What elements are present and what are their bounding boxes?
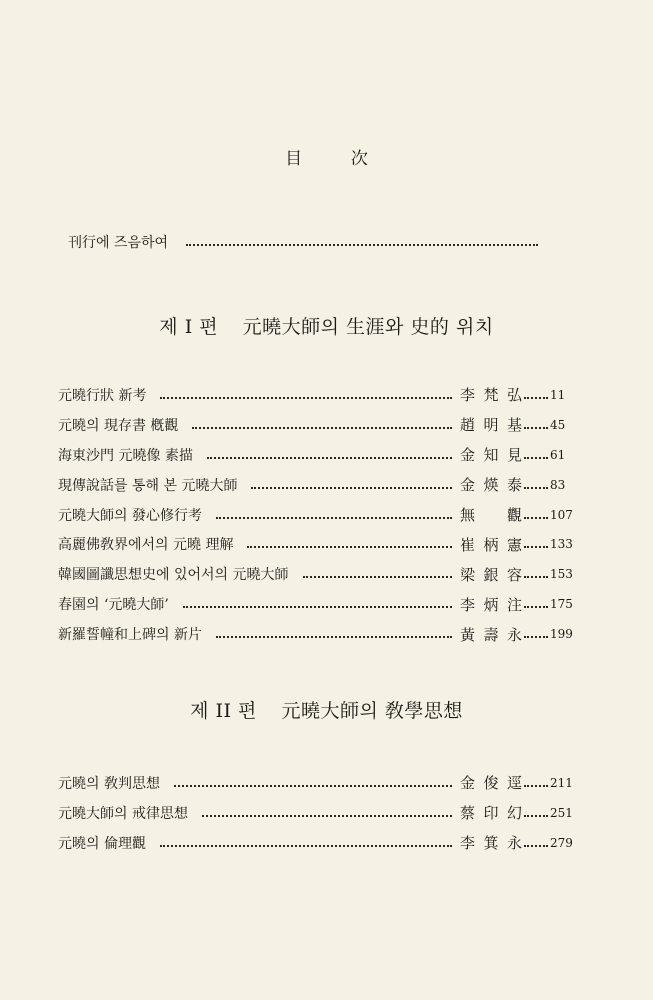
entry-title: 元曉行狀 新考: [58, 387, 147, 404]
dot-leader: [247, 546, 452, 548]
entry-page: 251: [550, 805, 573, 820]
entry-page: 11: [550, 387, 566, 402]
preface-entry[interactable]: [68, 230, 538, 254]
page-leader: [524, 606, 548, 608]
page-leader: [524, 517, 548, 519]
part-2-heading: [0, 696, 653, 723]
toc-entry[interactable]: [58, 470, 576, 500]
page-leader: [524, 815, 548, 817]
part-label: 제 I 편: [159, 316, 219, 338]
entry-title: 元曉의 敎判思想: [58, 775, 160, 792]
entry-title: 元曉大師의 發心修行考: [58, 507, 202, 524]
entry-page: 133: [550, 537, 573, 552]
entry-page: 83: [550, 477, 566, 492]
dot-leader: [160, 397, 452, 399]
page-leader: [524, 576, 548, 578]
dot-leader: [192, 427, 452, 429]
entry-title: 元曉의 倫理觀: [58, 835, 146, 852]
toc-entry[interactable]: [58, 529, 576, 559]
part-2-entries: [58, 768, 576, 858]
page-leader: [524, 546, 548, 548]
entry-page: 175: [550, 597, 573, 612]
entry-title: 韓國圖讖思想史에 있어서의 元曉大師: [58, 567, 289, 584]
entry-page: 107: [550, 507, 573, 522]
dot-leader: [251, 487, 452, 489]
entry-author: 崔 柄 憲: [460, 535, 522, 554]
page-leader: [524, 785, 548, 787]
page-leader: [524, 427, 548, 429]
entry-title: 春園의 ‘元曉大師’: [58, 597, 169, 614]
toc-entry[interactable]: [58, 589, 576, 619]
page-leader: [524, 397, 548, 399]
entry-author: 蔡 印 幻: [460, 804, 522, 823]
entry-title: 高麗佛敎界에서의 元曉 理解: [58, 537, 234, 554]
page-leader: [524, 487, 548, 489]
entry-title: 海東沙門 元曉像 素描: [58, 447, 193, 464]
toc-entry[interactable]: [58, 380, 576, 410]
dot-leader: [207, 457, 452, 459]
entry-author: 無 觀: [460, 506, 522, 524]
toc-entry[interactable]: [58, 768, 576, 798]
part-label: 제 II 편: [190, 700, 257, 722]
page-leader: [524, 457, 548, 459]
page-leader: [524, 636, 548, 638]
part-title: 元曉大師의 生涯와 史的 위치: [242, 316, 494, 338]
dot-leader: [160, 845, 452, 847]
toc-entry[interactable]: [58, 440, 576, 470]
dot-leader: [183, 606, 452, 608]
toc-entry[interactable]: [58, 410, 576, 440]
entry-page: 199: [550, 627, 573, 642]
entry-title: 現傳說話를 통해 본 元曉大師: [58, 477, 238, 494]
entry-author: 黃 壽 永: [460, 625, 522, 644]
entry-page: 153: [550, 567, 573, 582]
entry-title: 元曉의 現存書 槪觀: [58, 417, 179, 434]
preface-label: 刊行에 즈음하여: [68, 235, 169, 251]
entry-author: 梁 銀 容: [460, 565, 522, 584]
dot-leader: [202, 815, 452, 817]
dot-leader: [174, 785, 452, 787]
toc-entry[interactable]: [58, 619, 576, 649]
part-title: 元曉大師의 敎學思想: [281, 700, 463, 722]
part-1-heading: [0, 312, 653, 339]
dot-leader: [216, 517, 452, 519]
page-title-char-2: 次: [350, 149, 368, 169]
page-title-char-1: 目: [285, 149, 303, 169]
toc-entry[interactable]: [58, 828, 576, 858]
toc-entry[interactable]: [58, 798, 576, 828]
toc-entry[interactable]: [58, 500, 576, 530]
entry-author: 金 俊 逕: [460, 774, 522, 793]
entry-author: 金 煐 泰: [460, 476, 522, 495]
entry-page: 45: [550, 417, 566, 432]
dot-leader: [186, 244, 538, 246]
entry-page: 211: [550, 775, 573, 790]
entry-author: 金 知 見: [460, 446, 522, 465]
entry-author: 李 炳 注: [460, 595, 522, 614]
entry-author: 李 箕 永: [460, 834, 522, 853]
dot-leader: [303, 576, 452, 578]
entry-author: 李 梵 弘: [460, 386, 522, 405]
entry-title: 新羅誓幢和上碑의 新片: [58, 627, 202, 644]
part-1-entries: [58, 380, 576, 649]
entry-title: 元曉大師의 戒律思想: [58, 805, 188, 822]
dot-leader: [216, 636, 452, 638]
entry-author: 趙 明 基: [460, 416, 522, 435]
entry-page: 279: [550, 835, 573, 850]
page-leader: [524, 845, 548, 847]
page-title: [0, 144, 653, 169]
toc-entry[interactable]: [58, 559, 576, 589]
entry-page: 61: [550, 447, 566, 462]
